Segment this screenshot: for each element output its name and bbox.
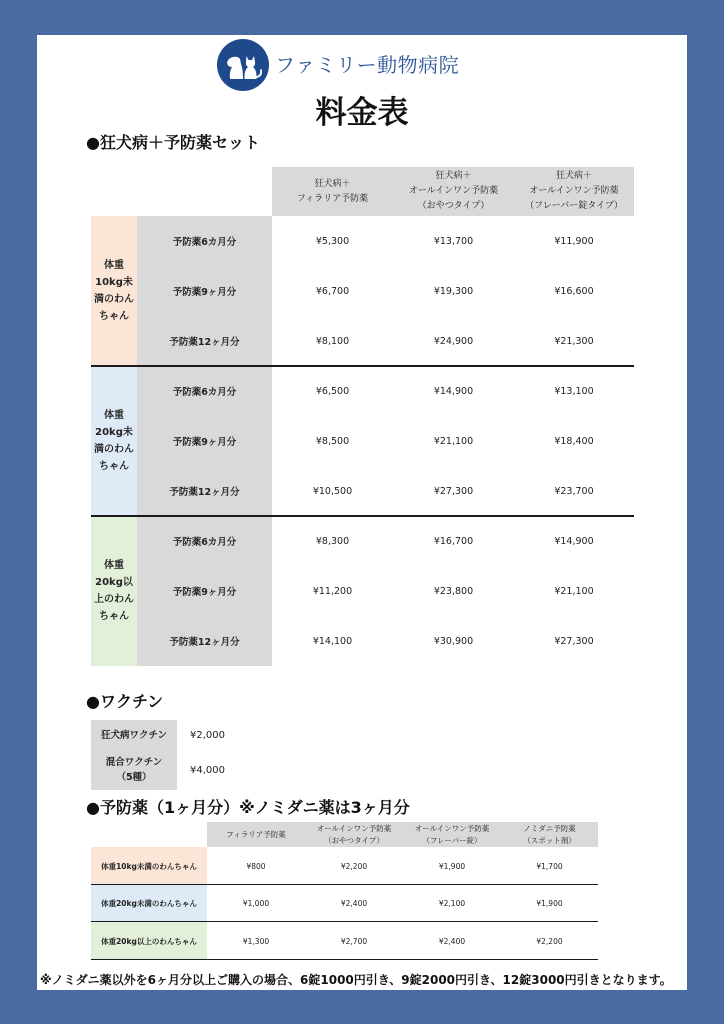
clinic-name: ファミリー動物病院	[275, 53, 460, 77]
price-cell: ¥5,300	[315, 235, 350, 247]
price-cell: ¥18,400	[554, 435, 594, 447]
price-cell: ¥30,900	[433, 635, 474, 647]
column-header-allinone-treat: オールインワン予防薬 （おやつタイプ）	[305, 822, 403, 847]
price-cell: ¥2,400	[340, 899, 368, 908]
vaccine-label-rabies: 狂犬病ワクチン	[91, 720, 177, 750]
price-cell: ¥21,100	[433, 435, 474, 447]
vaccine-section-heading: ●ワクチン	[86, 692, 164, 711]
monthly-section-heading: ●予防薬（1ヶ月分）※ノミダニ薬は3ヶ月分	[86, 798, 410, 817]
price-cell: ¥21,100	[554, 585, 594, 597]
price-cell: ¥8,100	[315, 335, 350, 347]
price-cell: ¥2,200	[536, 936, 563, 946]
row-label: 予防薬12ヶ月分	[137, 316, 272, 366]
column-header-rabies-allinone-flavor: 狂犬病＋ オールインワン予防薬 （フレーバー錠タイプ）	[514, 167, 634, 216]
price-cell: ¥1,900	[438, 861, 466, 871]
price-cell: ¥8,300	[315, 535, 350, 547]
row-divider	[91, 959, 598, 960]
group-divider	[91, 515, 634, 517]
dog-cat-logo-icon	[217, 39, 269, 91]
price-cell: ¥10,500	[312, 485, 353, 497]
price-cell: ¥800	[246, 861, 266, 871]
row-divider	[91, 921, 598, 922]
column-header-filaria: フィラリア予防薬	[207, 822, 305, 847]
monthly-row-label-under-20kg: 体重20kg未満のわんちゃん	[91, 885, 207, 922]
set-section-heading: ●狂犬病＋予防薬セット	[86, 133, 260, 152]
price-cell: ¥2,100	[438, 899, 466, 908]
price-cell: ¥27,300	[554, 635, 594, 647]
row-label: 予防薬9ヶ月分	[137, 266, 272, 316]
price-cell: ¥2,700	[340, 936, 368, 946]
price-cell: ¥11,900	[554, 235, 594, 247]
price-cell: ¥11,200	[312, 585, 353, 597]
row-label: 予防薬12ヶ月分	[137, 616, 272, 666]
price-cell: ¥2,400	[438, 936, 466, 946]
price-cell: ¥16,600	[554, 285, 594, 297]
row-label: 予防薬9ヶ月分	[137, 566, 272, 616]
price-cell: ¥13,700	[433, 235, 474, 247]
weight-group-label-under-20kg: 体重 20kg未 満のわん ちゃん	[91, 366, 137, 516]
row-label: 予防薬6カ月分	[137, 216, 272, 266]
column-header-rabies-filaria: 狂犬病＋ フィラリア予防薬	[272, 167, 393, 216]
price-cell: ¥14,900	[433, 385, 474, 397]
row-label: 予防薬12ヶ月分	[137, 466, 272, 516]
discount-footnote: ※ノミダニ薬以外を6ヶ月分以上ご購入の場合、6錠1000円引き、9錠2000円引き、12錠3000円引きとなります。	[40, 973, 672, 987]
group-divider	[91, 365, 634, 367]
row-divider	[91, 884, 598, 885]
price-cell: ¥1,900	[536, 899, 563, 908]
vaccine-label-combined: 混合ワクチン （5種）	[91, 750, 177, 790]
weight-group-label-under-10kg: 体重 10kg未 満のわん ちゃん	[91, 216, 137, 366]
price-cell: ¥6,700	[315, 285, 350, 297]
price-cell: ¥23,800	[433, 585, 474, 597]
price-cell: ¥23,700	[554, 485, 594, 497]
price-cell: ¥1,300	[242, 936, 270, 946]
page-title: 料金表	[315, 95, 409, 131]
price-cell: ¥19,300	[433, 285, 474, 297]
column-header-flea-tick-spot: ノミダニ予防薬 （スポット剤）	[501, 822, 598, 847]
column-header-allinone-flavor: オールインワン予防薬 （フレーバー錠）	[403, 822, 501, 847]
row-label: 予防薬6カ月分	[137, 366, 272, 416]
row-label: 予防薬9ヶ月分	[137, 416, 272, 466]
price-cell: ¥14,900	[554, 535, 594, 547]
price-cell: ¥2,200	[340, 861, 368, 871]
column-header-rabies-allinone-treat: 狂犬病＋ オールインワン予防薬 （おやつタイプ）	[393, 167, 514, 216]
price-cell: ¥27,300	[433, 485, 474, 497]
price-cell: ¥1,000	[242, 899, 270, 908]
price-cell: ¥6,500	[315, 385, 350, 397]
price-cell: ¥13,100	[554, 385, 594, 397]
monthly-row-label-over-20kg: 体重20kg以上のわんちゃん	[91, 922, 207, 960]
price-cell: ¥14,100	[312, 635, 353, 647]
price-cell: ¥8,500	[315, 435, 350, 447]
row-label: 予防薬6カ月分	[137, 516, 272, 566]
price-cell: ¥1,700	[536, 861, 563, 871]
monthly-row-label-under-10kg: 体重10kg未満のわんちゃん	[91, 847, 207, 885]
vaccine-price-rabies: ¥2,000	[190, 729, 225, 741]
price-cell: ¥16,700	[433, 535, 474, 547]
logo-graphic	[217, 39, 269, 91]
vaccine-price-combined: ¥4,000	[190, 764, 225, 776]
price-cell: ¥24,900	[433, 335, 474, 347]
price-cell: ¥21,300	[554, 335, 594, 347]
weight-group-label-over-20kg: 体重 20kg以 上のわん ちゃん	[91, 516, 137, 666]
